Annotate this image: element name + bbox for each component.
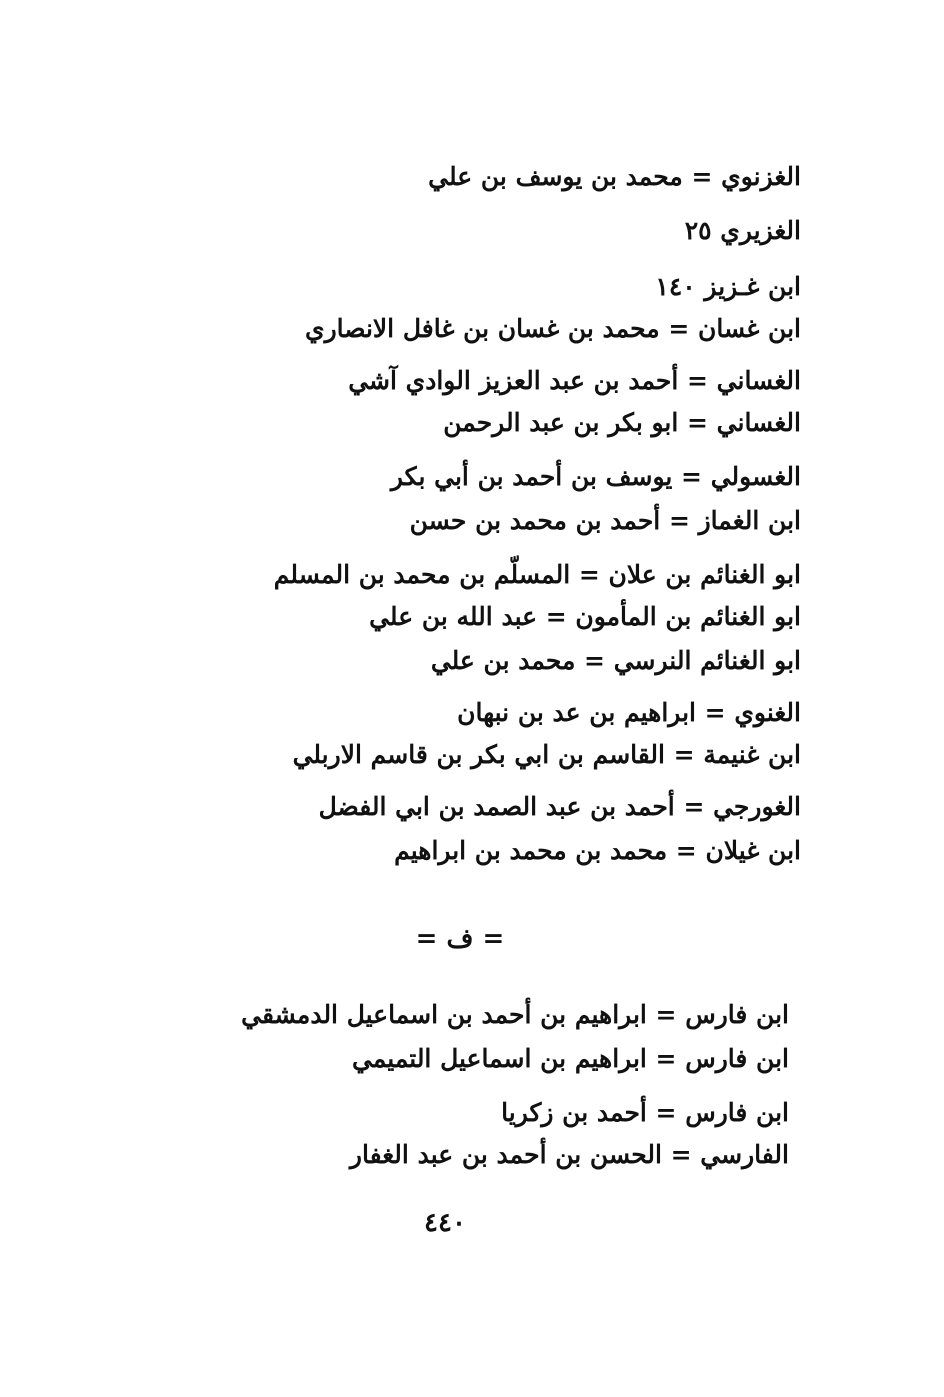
- entry-line: ابو الغنائم بن المأمون = عبد الله بن علي: [369, 602, 801, 631]
- entry-line: ابن غـزيز ١٤٠: [655, 272, 801, 301]
- entry-line: ابن فارس = أحمد بن زكريا: [501, 1098, 789, 1127]
- entry-line: ابن فارس = ابراهيم بن اسماعيل التميمي: [351, 1044, 789, 1073]
- entry-line: ابو الغنائم بن علان = المسلّم بن محمد بن المسلم: [273, 560, 801, 589]
- entry-line: الغزنوي = محمد بن يوسف بن علي: [428, 162, 801, 191]
- entry-line: ابو الغنائم النرسي = محمد بن علي: [430, 646, 801, 675]
- entry-line: الغزيري ٢٥: [684, 216, 801, 245]
- entry-line: الغنوي = ابراهيم بن عد بن نبهان: [457, 698, 801, 727]
- entry-line: ابن غيلان = محمد بن محمد بن ابراهيم: [394, 836, 801, 865]
- entry-line: ابن الغماز = أحمد بن محمد بن حسن: [409, 506, 801, 535]
- entry-line: ابن فارس = ابراهيم بن أحمد بن اسماعيل الدمشقي: [241, 1000, 789, 1029]
- entry-line: الغورجي = أحمد بن عبد الصمد بن ابي الفضل: [318, 792, 801, 821]
- entry-line: الفارسي = الحسن بن أحمد بن عبد الغفار: [349, 1140, 789, 1169]
- entry-line: ابن غنيمة = القاسم بن ابي بكر بن قاسم الاربلي: [292, 740, 801, 769]
- entry-line: الغسولي = يوسف بن أحمد بن أبي بكر: [390, 462, 801, 491]
- page-number: ٤٤٠: [424, 1208, 466, 1238]
- entry-line: الغساني = ابو بكر بن عبد الرحمن: [443, 408, 801, 437]
- entry-line: ابن غسان = محمد بن غسان بن غافل الانصاري: [305, 314, 801, 343]
- section-divider: = ف =: [415, 924, 505, 954]
- entry-line: الغساني = أحمد بن عبد العزيز الوادي آشي: [348, 366, 801, 395]
